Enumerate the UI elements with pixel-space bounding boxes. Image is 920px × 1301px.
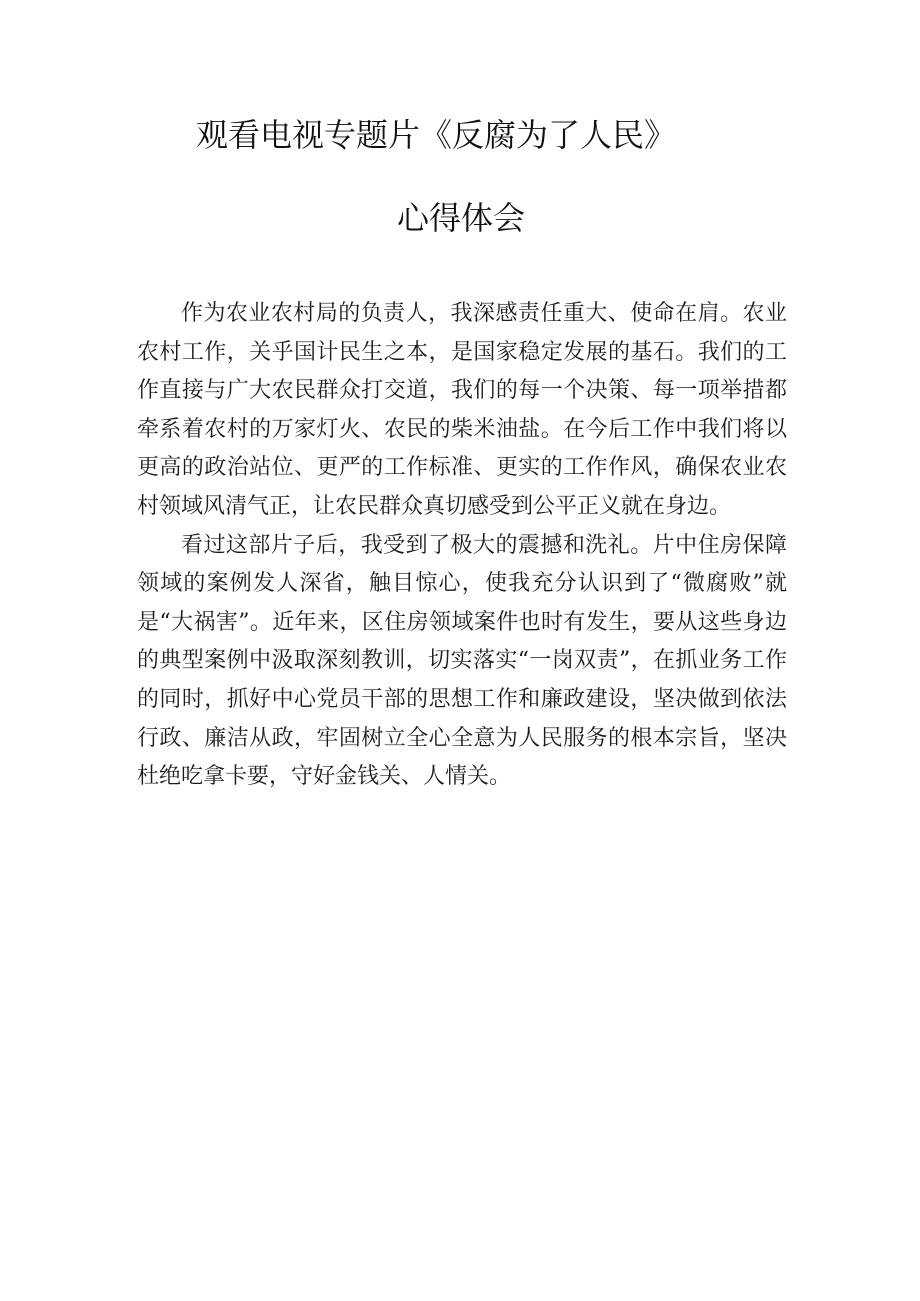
document-body — [137, 295, 787, 797]
body-paragraph-2: 看过这部片子后，我受到了极大的震撼和洗礼。片中住房保障领域的案例发人深省，触目惊心，使我充分认识到了“微腐败”就是“大祸害”。近年来，区住房领域案件也时有发生，要从这些身边的典型案例中汲取深刻教训，切实落实“一岗双责”，在抓业务工作的同时，抓好中心党员干部的思想工作和廉政建设，坚决做到依法行政、廉洁从政，牢固树立全心全意为人民服务的根本宗旨，坚决杜绝吃拿卡要，守好金钱关、人情关。 — [137, 532, 787, 790]
document-title-line-1: 观看电视专题片《反腐为了人民》 — [196, 116, 677, 154]
body-paragraph-1: 作为农业农村局的负责人，我深感责任重大、使命在肩。农业农村工作，关乎国计民生之本，是国家稳定发展的基石。我们的工作直接与广大农民群众打交道，我们的每一个决策、每一项举措都牵系着农村的万家灯火、农民的柴米油盐。在今后工作中我们将以更高的政治站位、更严的工作标准、更实的工作作风，确保农业农村领域风清气正，让农民群众真切感受到公平正义就在身边。 — [137, 301, 787, 519]
document-title-line-2: 心得体会 — [397, 199, 526, 237]
